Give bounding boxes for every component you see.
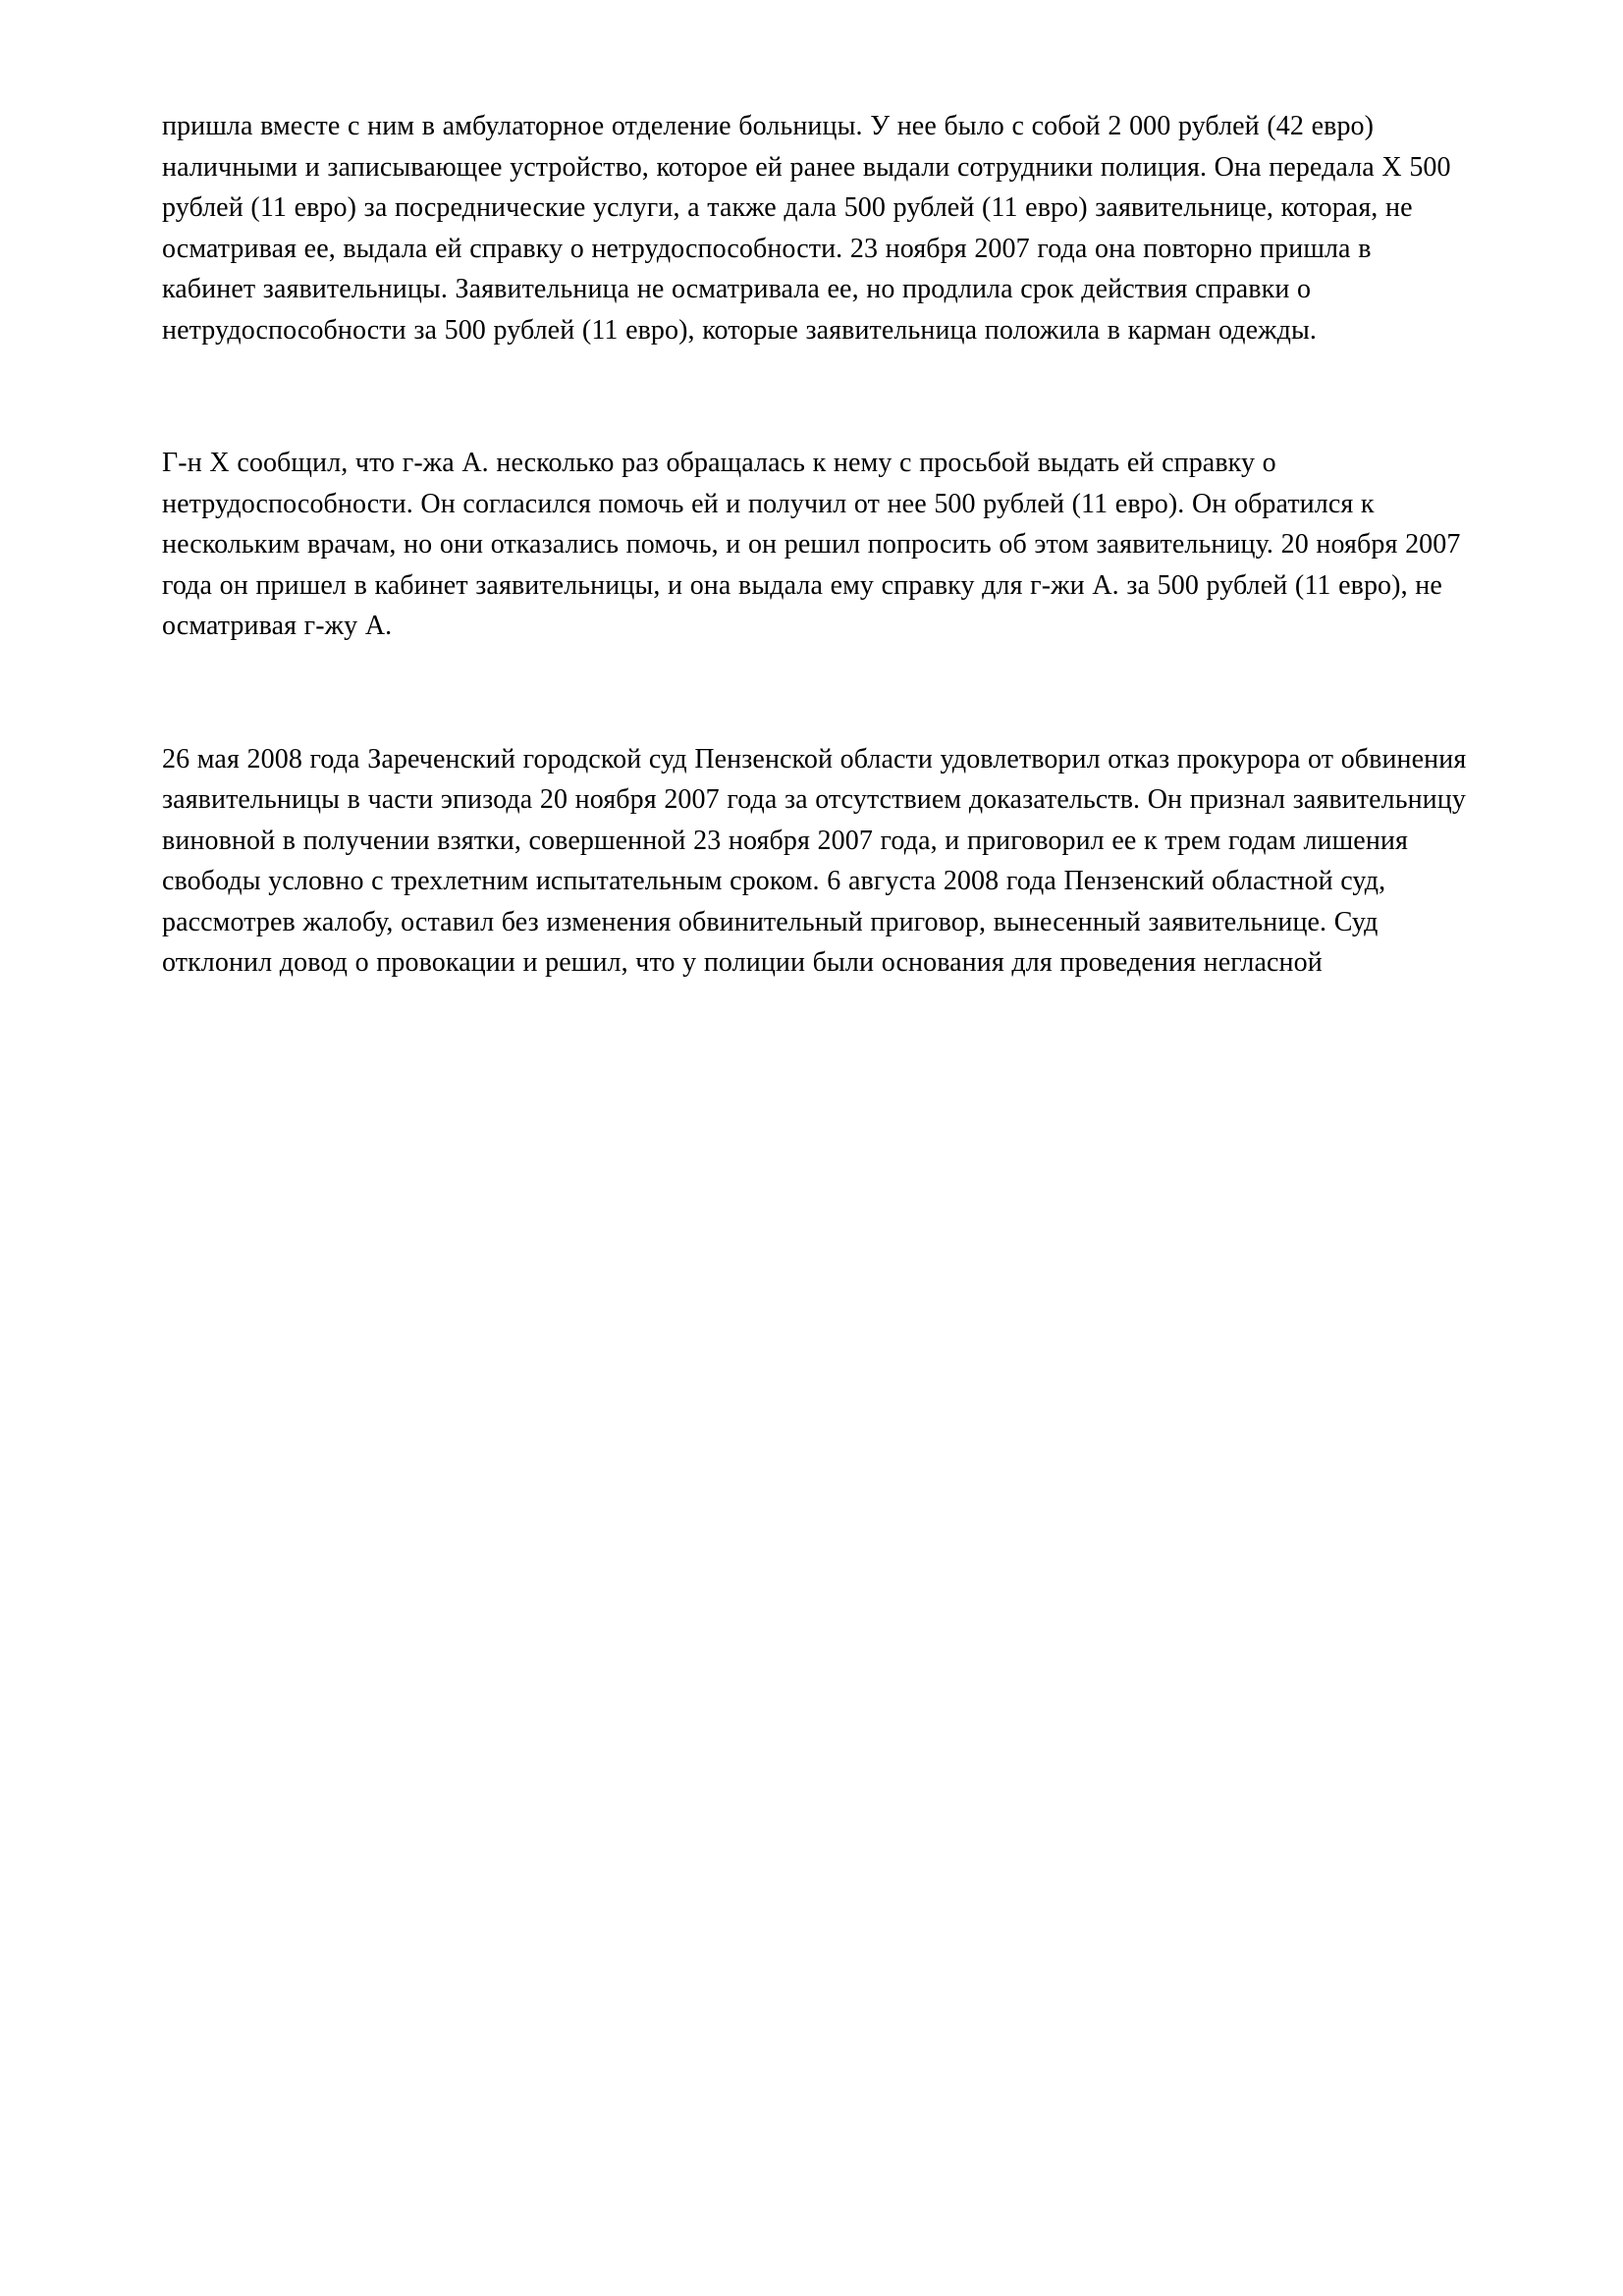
paragraph-3: 26 мая 2008 года Зареченский городской суд Пензенской области удовлетворил отказ прокурора от обвинения заявительницы в части эпизода 20 ноября 2007 года за отсутствием доказательств. Он признал заявительницу виновной в получении взятки, совершенной 23 ноября 2007 года, и приговорил ее к трем годам лишения свободы условно с трехлетним испытательным сроком. 6 августа 2008 года Пензенский областной суд, рассмотрев жалобу, оставил без изменения обвинительный приговор, вынесенный заявительнице. Суд отклонил довод о провокации и решил, что у полиции были основания для проведения негласной	[162, 743, 1467, 978]
paragraph-1: пришла вместе с ним в амбулаторное отделение больницы. У нее было с собой 2 000 рублей (42 евро) наличными и записывающее устройство, которое ей ранее выдали сотрудники полиция. Она передала X 500 рублей (11 евро) за посреднические услуги, а также дала 500 рублей (11 евро) заявительнице, которая, не осматривая ее, выдала ей справку о нетрудоспособности. 23 ноября 2007 года она повторно пришла в кабинет заявительницы. Заявительница не осматривала ее, но продлила срок действия справки о нетрудоспособности за 500 рублей (11 евро), которые заявительница положила в карман одежды.	[162, 111, 1451, 346]
paragraph-2: Г-н X сообщил, что г-жа А. несколько раз обращалась к нему с просьбой выдать ей справку о нетрудоспособности. Он согласился помочь ей и получил от нее 500 рублей (11 евро). Он обратился к нескольким врачам, но они отказались помочь, и он решил попросить об этом заявительницу. 20 ноября 2007 года он пришел в кабинет заявительницы, и она выдала ему справку для г-жи А. за 500 рублей (11 евро), не осматривая г-жу А.	[162, 448, 1461, 641]
